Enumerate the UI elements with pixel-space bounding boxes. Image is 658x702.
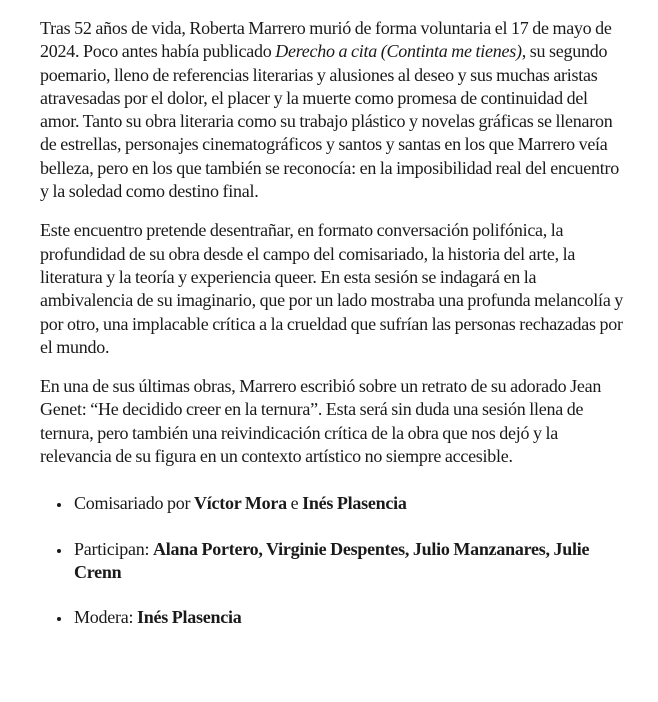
- person-names-bold: Inés Plasencia: [136, 607, 242, 628]
- credits-list: [40, 492, 624, 629]
- text-segment: Modera:: [74, 607, 137, 628]
- text-segment: , su segundo poemario, lleno de referencias literarias y alusiones al deseo y sus muchas aristas atravesadas por el dolor, el placer y la muerte como promesa de continuidad del amor. Tanto su obra literaria como su trabajo plástico y novelas gráficas se llenaron de estrellas, personajes cinematográficos y santos y santas en los que Marrero veía belleza, pero en los que también se reconocía: en la imposibilidad real del encuentro y la soledad como destino final.: [40, 41, 620, 202]
- list-item-curators: [72, 492, 624, 515]
- person-names-bold: Alana Portero, Virginie Despentes, Julio Manzanares, Julie Crenn: [74, 538, 590, 582]
- person-names-bold: Inés Plasencia: [302, 493, 407, 514]
- paragraph-quote: [40, 375, 624, 468]
- work-title-italic: Derecho a cita (Continta me tienes): [275, 41, 522, 62]
- text-segment: Este encuentro pretende desentrañar, en formato conversación polifónica, la profundidad de su obra desde el campo del comisariado, la historia del arte, la literatura y la teoría y experiencia queer. En esta sesión se indagará en la ambivalencia de su imaginario, que por un lado mostraba una profunda melancolía y por otro, una implacable crítica a la crueldad que sufrían las personas rechazadas por el mundo.: [40, 220, 624, 357]
- person-names-bold: Víctor Mora: [193, 493, 287, 514]
- paragraph-bio: [40, 17, 624, 203]
- text-segment: Tras 52 años de vida, Roberta Marrero murió de forma voluntaria el 17 de mayo de 2024. Poco antes había publicado: [40, 18, 612, 62]
- paragraph-session-description: [40, 219, 624, 359]
- text-segment: En una de sus últimas obras, Marrero escribió sobre un retrato de su adorado Jean Genet: “He decidido creer en la ternura”. Esta será sin duda una sesión llena de ternura, pero también una reivindicación crítica de la obra que nos dejó y la relevancia de su figura en un contexto artístico no siempre accesible.: [40, 376, 602, 467]
- text-segment: e: [286, 493, 303, 514]
- text-segment: Participan:: [74, 538, 153, 559]
- list-item-moderator: [72, 606, 624, 629]
- text-segment: Comisariado por: [74, 493, 194, 514]
- list-item-participants: [72, 538, 624, 585]
